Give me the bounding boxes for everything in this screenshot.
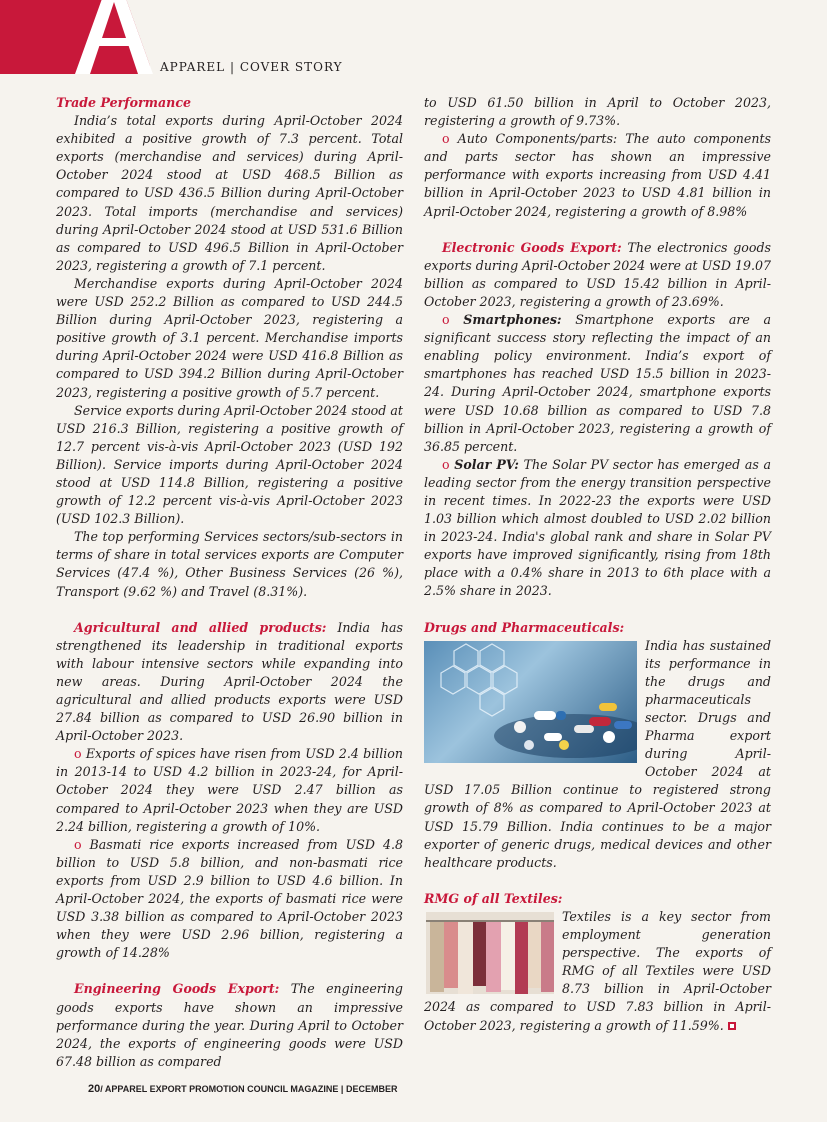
section-label: APPAREL | COVER STORY (160, 60, 343, 74)
page-footer (88, 1083, 397, 1095)
electronics-heading: Electronic Goods Export: (442, 239, 622, 255)
basmati-text: Basmati rice exports increased from USD 4.8 billion to USD 5.8 billion, and non-basmati rice exports from USD 2.9 billion to USD 4.6 billion. In April-October 2024, the exports of basmati rice were USD 3.38 billion as compared to April-October 2023 when they were USD 2.96 billion, registering a growth of 14.28% (56, 836, 403, 961)
trade-paragraph-3: Service exports during April-October 2024 stood at USD 216.3 Billion, registering a positive growth of 12.7 percent vis-à-vis April-October 2023 (USD 192 Billion). Service imports during April-October 2024 stood at USD 114.8 Billion, registering a positive growth of 12.2 percent vis-à-vis April-October 2023 (USD 102.3 Billion). (56, 402, 403, 527)
trade-paragraph-1: India’s total exports during April-October 2024 exhibited a positive growth of 7.3 percent. Total exports (merchandise and services) during April-October 2024 stood at USD 468.5 Billion as compared to USD 436.5 Billion during April-October 2023. Total imports (merchandise and services) during April-October 2024 stood at USD 531.6 Billion as compared to USD 496.5 Billion in April-October 2023, registering a growth of 7.1 percent. (56, 113, 403, 273)
rmg-heading: RMG of all Textiles: (424, 890, 563, 906)
agri-paragraph (56, 619, 403, 746)
engineering-heading: Engineering Goods Export: (74, 981, 280, 997)
smartphones-label: Smartphones: (463, 312, 562, 328)
bullet-marker: o (442, 131, 450, 147)
bullet-marker: o (74, 746, 82, 762)
drugs-section (424, 637, 771, 872)
trade-performance-heading: Trade Performance (56, 95, 192, 110)
rmg-text: Textiles is a key sector from employment generation perspective. The exports of RMG of all Textiles were USD 8.73 billion in April-October 2024 as compared to USD 7.83 billion in April-October 2023, registering a growth of 11.59%. (424, 908, 771, 1033)
auto-paragraph (424, 130, 771, 220)
solar-paragraph (424, 456, 771, 601)
trade-paragraph-2: Merchandise exports during April-October 2024 were USD 252.2 Billion as compared to USD 244.5 Billion during April-October 2023, registering a positive growth of 3.1 percent. Merchandise imports during April-October 2024 were USD 416.8 Billion as compared to USD 394.2 Billion during April-October 2023, registering a positive growth of 5.7 percent. (56, 275, 403, 400)
auto-text: Auto Components/parts: The auto components and parts sector has shown an impressive performance with exports increasing from USD 4.41 billion in April-October 2023 to USD 4.81 billion in April-October 2024, registering a growth of 8.98% (424, 131, 771, 219)
engineering-continued: to USD 61.50 billion in April to October 2023, registering a growth of 9.73%. (424, 95, 771, 129)
textiles-image (426, 912, 554, 994)
basmati-paragraph (56, 836, 403, 963)
rmg-heading-line (424, 890, 771, 908)
brand-logo-letter (60, 0, 160, 82)
electronics-text: The electronics goods exports during April-October 2024 were at USD 19.07 billion as compared to USD 15.42 billion in April-October 2023, registering a growth of 23.69%. (424, 239, 771, 309)
page-number: 20 (88, 1083, 101, 1095)
solar-text: The Solar PV sector has emerged as a leading sector from the energy transition perspective in recent times. In 2022-23 the exports were USD 1.03 billion which almost doubled to USD 2.02 billion in 2023-24. India's global rank and share in Solar PV exports have improved significantly, rising from 18th place with a 0.4% share in 2013 to 6th place with a 2.5% share in 2023. (424, 456, 771, 599)
electronics-paragraph (424, 239, 771, 311)
solar-label: Solar PV: (454, 456, 519, 472)
smartphones-text: Smartphone exports are a significant success story reflecting the impact of an enabling policy environment. India’s export of smartphones has reached USD 15.5 billion in 2023-24. During April-October 2024, smartphone exports were USD 10.68 billion as compared to USD 7.8 billion in April-October 2023, registering a growth of 36.85 percent. (424, 312, 771, 454)
agri-heading: Agricultural and allied products: (74, 619, 327, 635)
drugs-text: India has sustained its performance in the drugs and pharmaceuticals sector. Drugs and Pharma export during April-October 2024 at USD 17.05 Billion continue to registered strong growth of 8% as compared to April-October 2023 at USD 15.79 Billion. India continues to be a major exporter of generic drugs, medical devices and other healthcare products. (424, 637, 771, 870)
spices-paragraph (56, 745, 403, 835)
trade-paragraph-4: The top performing Services sectors/sub-sectors in terms of share in total services exports are Computer Services (47.4 %), Other Business Services (26 %), Transport (9.62 %) and Travel (8.31%). (56, 529, 403, 599)
end-of-article-icon (728, 1022, 736, 1030)
engineering-paragraph (56, 980, 403, 1070)
bullet-marker: o (442, 312, 450, 328)
footer-text: / APPAREL EXPORT PROMOTION COUNCIL MAGAZINE | DECEMBER (100, 1084, 398, 1094)
right-column (424, 94, 771, 1035)
rmg-section (424, 908, 771, 1035)
drugs-heading: Drugs and Pharmaceuticals: (424, 619, 625, 635)
bullet-marker: o (74, 836, 82, 852)
left-column (56, 94, 403, 1071)
spices-text: Exports of spices have risen from USD 2.4 billion in 2013-14 to USD 4.2 billion in 2023-24, for April-October 2024 they were USD 2.47 billion as compared to April-October 2023 when they are USD 2.24 billion, registering a growth of 10%. (56, 746, 403, 834)
smartphones-paragraph (424, 311, 771, 456)
bullet-marker: o (442, 456, 450, 472)
pharmaceuticals-image (424, 641, 637, 763)
agri-text: India has strengthened its leadership in traditional exports with labour intensive sectors while expanding into new areas. During April-October 2024 the agricultural and allied products exports were USD 27.84 billion as compared to USD 26.90 billion in April-October 2023. (56, 619, 403, 744)
engineering-text: The engineering goods exports have shown an impressive performance during the year. During April to October 2024, the exports of engineering goods were USD 67.48 billion as compared (56, 981, 403, 1069)
